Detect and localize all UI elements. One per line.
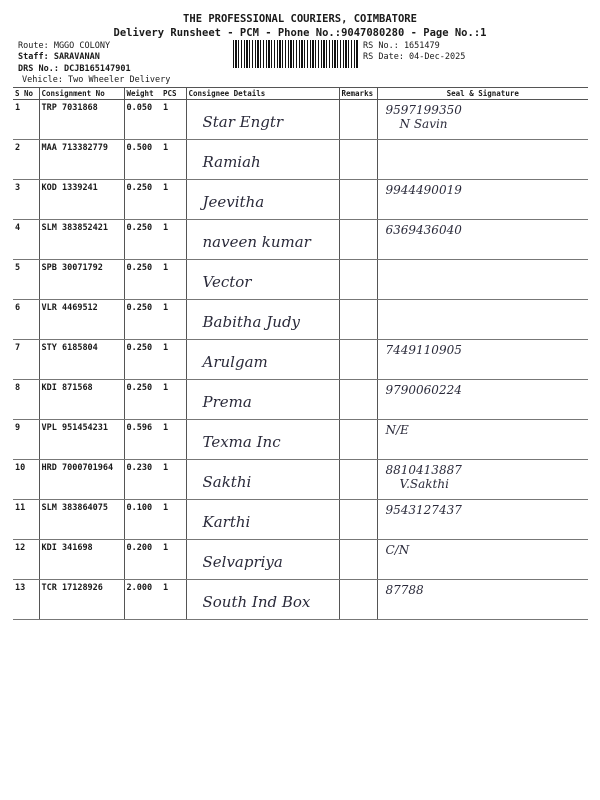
table-row — [13, 540, 588, 580]
rs-number: RS No.: 1651479 — [363, 41, 440, 51]
cell-consignee — [186, 300, 339, 340]
cell-signature — [377, 220, 588, 260]
cell-consignee — [186, 340, 339, 380]
table-row — [13, 300, 588, 340]
cell-sno: 6 — [13, 300, 39, 340]
cell-weight: 0.250 — [124, 300, 161, 340]
cell-remarks — [339, 140, 377, 180]
cell-signature — [377, 580, 588, 620]
staff-label: Staff: SARAVANAN — [18, 52, 100, 62]
handwritten-consignee: Ramiah — [202, 153, 261, 171]
col-header-consignment: Consignment No — [39, 88, 124, 100]
cell-remarks — [339, 260, 377, 300]
handwritten-consignee: Babitha Judy — [202, 313, 301, 331]
cell-remarks — [339, 580, 377, 620]
cell-signature — [377, 420, 588, 460]
cell-remarks — [339, 100, 377, 140]
cell-signature — [377, 380, 588, 420]
cell-pcs: 1 — [161, 460, 186, 500]
signature-phone: 9597199350 — [385, 103, 462, 117]
table-row — [13, 340, 588, 380]
cell-consignee — [186, 260, 339, 300]
route-label: Route: MGGO COLONY — [18, 41, 111, 51]
cell-signature — [377, 180, 588, 220]
cell-pcs: 1 — [161, 500, 186, 540]
signature-name: V.Sakthi — [399, 477, 449, 491]
handwritten-consignee: South Ind Box — [202, 593, 311, 611]
signature-phone: 6369436040 — [385, 223, 462, 237]
col-header-pcs: PCS — [161, 88, 186, 100]
cell-pcs: 1 — [161, 100, 186, 140]
cell-consignment-no: KOD 1339241 — [39, 180, 124, 220]
cell-remarks — [339, 420, 377, 460]
table-row — [13, 260, 588, 300]
cell-consignment-no: KDI 871568 — [39, 380, 124, 420]
cell-consignee — [186, 460, 339, 500]
cell-sno: 11 — [13, 500, 39, 540]
cell-signature — [377, 540, 588, 580]
col-header-weight: Weight — [124, 88, 161, 100]
col-header-signature: Seal & Signature — [377, 88, 588, 100]
barcode-image — [233, 40, 359, 68]
cell-signature — [377, 140, 588, 180]
cell-sno: 1 — [13, 100, 39, 140]
cell-consignee — [186, 580, 339, 620]
cell-consignment-no: MAA 713382779 — [39, 140, 124, 180]
cell-pcs: 1 — [161, 300, 186, 340]
cell-consignee — [186, 540, 339, 580]
table-row — [13, 180, 588, 220]
runsheet-subtitle: Delivery Runsheet - PCM - Phone No.:9047080280 - Page No.:1 — [113, 27, 487, 39]
handwritten-consignee: naveen kumar — [202, 233, 311, 251]
cell-consignment-no: VPL 951454231 — [39, 420, 124, 460]
cell-consignment-no: TRP 7031868 — [39, 100, 124, 140]
table-row — [13, 460, 588, 500]
handwritten-consignee: Prema — [202, 393, 252, 411]
handwritten-consignee: Selvapriya — [202, 553, 283, 571]
cell-signature — [377, 340, 588, 380]
table-row — [13, 140, 588, 180]
cell-weight: 0.250 — [124, 260, 161, 300]
handwritten-consignee: Karthi — [202, 513, 251, 531]
cell-weight: 2.000 — [124, 580, 161, 620]
table-header-row — [13, 88, 588, 100]
signature-phone: N/E — [385, 423, 409, 437]
cell-weight: 0.230 — [124, 460, 161, 500]
cell-consignment-no: STY 6185804 — [39, 340, 124, 380]
cell-remarks — [339, 220, 377, 260]
cell-consignee — [186, 220, 339, 260]
signature-phone: 9790060224 — [385, 383, 462, 397]
cell-consignee — [186, 140, 339, 180]
cell-consignment-no: TCR 17128926 — [39, 580, 124, 620]
cell-consignee — [186, 420, 339, 460]
cell-weight: 0.050 — [124, 100, 161, 140]
cell-remarks — [339, 460, 377, 500]
rs-date: RS Date: 04-Dec-2025 — [363, 52, 466, 62]
cell-consignee — [186, 100, 339, 140]
cell-weight: 0.500 — [124, 140, 161, 180]
cell-pcs: 1 — [161, 180, 186, 220]
cell-sno: 10 — [13, 460, 39, 500]
cell-sno: 7 — [13, 340, 39, 380]
company-title: THE PROFESSIONAL COURIERS, COIMBATORE — [183, 13, 417, 25]
cell-signature — [377, 500, 588, 540]
cell-remarks — [339, 380, 377, 420]
table-row — [13, 100, 588, 140]
handwritten-consignee: Star Engtr — [202, 113, 284, 131]
cell-sno: 9 — [13, 420, 39, 460]
cell-consignment-no: SLM 383852421 — [39, 220, 124, 260]
col-header-sno: S No — [13, 88, 39, 100]
handwritten-consignee: Sakthi — [202, 473, 252, 491]
cell-consignee — [186, 380, 339, 420]
cell-consignment-no: SPB 30071792 — [39, 260, 124, 300]
cell-pcs: 1 — [161, 420, 186, 460]
cell-consignment-no: HRD 7000701964 — [39, 460, 124, 500]
cell-consignment-no: VLR 4469512 — [39, 300, 124, 340]
table-row — [13, 380, 588, 420]
cell-weight: 0.250 — [124, 340, 161, 380]
handwritten-consignee: Jeevitha — [202, 193, 265, 211]
table-row — [13, 420, 588, 460]
cell-signature — [377, 260, 588, 300]
cell-consignee — [186, 180, 339, 220]
signature-name: N Savin — [399, 117, 448, 131]
cell-remarks — [339, 500, 377, 540]
cell-pcs: 1 — [161, 260, 186, 300]
signature-phone: 9543127437 — [385, 503, 462, 517]
signature-phone: 7449110905 — [385, 343, 462, 357]
col-header-remarks: Remarks — [339, 88, 377, 100]
cell-signature — [377, 300, 588, 340]
cell-remarks — [339, 300, 377, 340]
cell-signature — [377, 460, 588, 500]
cell-weight: 0.250 — [124, 220, 161, 260]
cell-pcs: 1 — [161, 340, 186, 380]
cell-remarks — [339, 340, 377, 380]
cell-pcs: 1 — [161, 140, 186, 180]
signature-phone: 8810413887 — [385, 463, 462, 477]
cell-weight: 0.596 — [124, 420, 161, 460]
signature-phone: 87788 — [385, 583, 424, 597]
cell-remarks — [339, 540, 377, 580]
drs-label: DRS No.: DCJB165147901 — [18, 64, 131, 74]
cell-pcs: 1 — [161, 380, 186, 420]
cell-sno: 3 — [13, 180, 39, 220]
handwritten-consignee: Arulgam — [202, 353, 268, 371]
cell-pcs: 1 — [161, 540, 186, 580]
runsheet-table — [13, 87, 588, 620]
cell-consignment-no: KDI 341698 — [39, 540, 124, 580]
cell-consignment-no: SLM 383864075 — [39, 500, 124, 540]
vehicle-label: Vehicle: Two Wheeler Delivery — [22, 75, 171, 85]
cell-sno: 2 — [13, 140, 39, 180]
cell-weight: 0.250 — [124, 180, 161, 220]
signature-phone: 9944490019 — [385, 183, 462, 197]
cell-consignee — [186, 500, 339, 540]
cell-weight: 0.100 — [124, 500, 161, 540]
handwritten-consignee: Vector — [202, 273, 252, 291]
cell-sno: 8 — [13, 380, 39, 420]
cell-remarks — [339, 180, 377, 220]
cell-weight: 0.250 — [124, 380, 161, 420]
col-header-consignee: Consignee Details — [186, 88, 339, 100]
cell-pcs: 1 — [161, 580, 186, 620]
cell-pcs: 1 — [161, 220, 186, 260]
table-row — [13, 580, 588, 620]
cell-sno: 4 — [13, 220, 39, 260]
cell-sno: 13 — [13, 580, 39, 620]
cell-signature — [377, 100, 588, 140]
cell-sno: 5 — [13, 260, 39, 300]
table-row — [13, 220, 588, 260]
cell-weight: 0.200 — [124, 540, 161, 580]
signature-phone: C/N — [385, 543, 410, 557]
cell-sno: 12 — [13, 540, 39, 580]
table-row — [13, 500, 588, 540]
handwritten-consignee: Texma Inc — [202, 433, 281, 451]
